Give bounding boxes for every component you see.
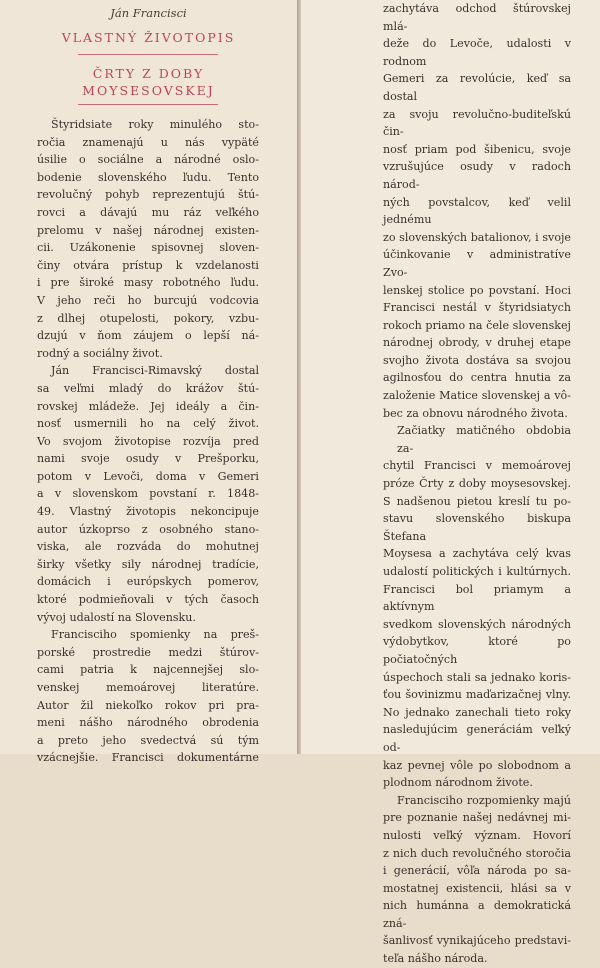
text-line: Autor žil niekoľko rokov pri pra- [37,698,259,712]
text-line: úspechoch stali sa jednako koris- [383,670,571,684]
text-line: ťou šovinizmu maďarizačnej vlny. [383,688,571,702]
text-line: plodnom národnom živote. [383,776,533,790]
text-line: vývoj udalostí na Slovensku. [37,610,196,624]
text-line: mostatnej existencii, hlási sa v [383,881,571,895]
text-line: viska, ale rozváda do mohutnej [37,540,259,554]
text-line: Začiatky matičného obdobia za- [397,424,571,455]
text-line: dzujú v ňom záujem o lepší ná- [37,329,259,343]
text-line: lenskej stolice po povstaní. Hoci [383,283,571,297]
text-line: V jeho reči ho burcujú vodcovia [37,293,259,307]
text-line: svedkom slovenských národných [383,617,571,631]
text-line: kaz pevnej vôle po slobodnom a [383,758,571,772]
text-line: cii. Uzákonenie spisovnej sloven- [37,241,259,255]
text-line: Francisciho rozpomienky majú [397,793,571,807]
text-line: S nadšenou pietou kreslí tu po- [383,494,571,508]
text-line: teľa nášho národa. [383,952,488,966]
text-line: deže do Levoče, udalosti v rodnom [383,37,571,68]
text-line: revolučný pohyb reprezentujú štú- [37,188,259,202]
text-line: Ján Francisci-Rimavský dostal [51,364,259,378]
text-line: nami svoje osudy v Prešporku, [37,452,259,466]
text-line: rokoch priamo na čele slovenskej [383,318,571,332]
text-line: udalostí politických i kultúrnych. [383,565,571,578]
text-line: nosť priam pod šibenicu, svoje [383,142,571,156]
text-line: bodenie slovenského ľudu. Tento [37,170,259,184]
right-page [301,0,600,966]
text-line: účinkovanie v administratíve Zvo- [383,248,571,279]
text-line: venskej memoárovej literatúre. [37,681,259,694]
text-line: za svoju revolučno-buditeľskú čin- [383,107,571,139]
right-text-column [383,0,571,968]
text-line: prelomu v našej národnej existen- [37,223,259,237]
text-line: širky všetky sily národnej tradície, [37,557,259,571]
text-line: a v slovenskom povstaní r. 1848- [37,487,259,501]
text-line: i generácií, vôľa národa po sa- [383,864,571,878]
text-line: svojho života dostáva sa svojou [383,353,571,367]
text-line: rovskej mládeže. Jej ideály a čin- [37,399,259,413]
text-line: pre poznanie našej nedávnej mi- [383,811,571,825]
author-name: Ján Francisci [110,6,187,20]
text-line: ktoré podmieňovali v tých časoch [37,593,259,607]
text-line: porské prostredie medzi štúrov- [37,645,259,659]
text-line: sa veľmi mladý do krážov štú- [37,381,259,395]
text-line: z nich duch revolučného storočia [383,846,571,860]
text-line: činy otvára prístup k vzdelanosti [37,258,259,272]
text-line: šanlivosť vynikajúceho predstavi- [383,934,571,948]
title-rule [78,54,218,55]
text-line: Francisci nestál v štyridsiatych [383,301,571,315]
text-line: potom v Levoči, doma v Gemeri [37,469,259,483]
text-line: úsilie o sociálne a národné oslo- [37,153,259,167]
text-line: meni nášho národného obrodenia [37,716,259,730]
text-line: nulosti veľký význam. Hovorí [383,828,571,842]
text-line: Francisci bol priamym a aktívnym [383,582,571,614]
subtitle-rule [78,104,218,105]
text-line: Gemeri za revolúcie, keď sa dostal [383,72,571,103]
text-line: i pre široké masy robotného ľudu. [37,276,259,290]
text-line: ných povstalcov, keď velil jednému [383,195,571,227]
text-line: nich humánna a demokratická zná- [383,899,571,930]
text-line: národnej obrody, v druhej etape [383,336,571,350]
text-line: výdobytkov, ktoré po počiatočných [383,635,571,666]
text-line: vzrušujúce osudy v radoch národ- [383,160,571,191]
text-line: cami patria k najcennejšej slo- [37,663,259,677]
text-line: Vo svojom životopise rozvíja pred [37,434,259,448]
text-line: Francisciho spomienky na preš- [51,628,259,642]
text-line: založenie Matice slovenskej a vô- [383,389,571,403]
text-line: stavu slovenského biskupa Štefana [383,512,571,543]
text-line: domácich i európskych pomerov, [37,575,259,589]
text-line: Moysesa a zachytáva celý kvas [383,547,571,561]
text-line: 49. Vlastný životopis nekoncipuje [37,505,259,519]
text-line: bec za obnovu národného života. [383,406,568,420]
text-line: zo slovenských batalionov, i svoje [383,230,571,244]
book-subtitle-line-1: ČRTY Z DOBY [92,66,205,81]
book-subtitle-line-2: MOYSESOVSKEJ [82,83,215,98]
text-line: chytil Francisci v memoárovej [383,459,571,473]
text-line: zachytáva odchod štúrovskej mlá- [383,2,571,33]
text-line: rodný a sociálny život. [37,346,163,360]
text-line: rovci a dávajú mu ráz veľkého [37,205,259,219]
text-line: vzácnejšie. Francisci dokumentárne [37,751,259,765]
text-line: Štyridsiate roky minulého sto- [51,118,259,131]
text-line: nasledujúcim generáciám veľký od- [383,723,571,754]
text-line: No jednako zanechali tieto roky [383,705,571,719]
book-title: VLASTNÝ ŽIVOTOPIS [61,30,236,45]
text-line: próze Črty z doby moysesovskej. [383,477,571,491]
left-page [0,0,297,765]
text-line: z dlhej otupelosti, pokory, vzbu- [37,311,259,325]
text-line: nosť usmernili ho na celý život. [37,417,259,431]
text-line: a preto jeho svedectvá sú tým [37,733,259,747]
left-text-column [37,116,259,767]
text-line: ročia znamenajú u nás vypäté [37,135,259,149]
text-line: autor úzkoprso z osobného stano- [37,522,259,536]
text-line: agilnosťou do centra hnutia za [383,371,571,385]
